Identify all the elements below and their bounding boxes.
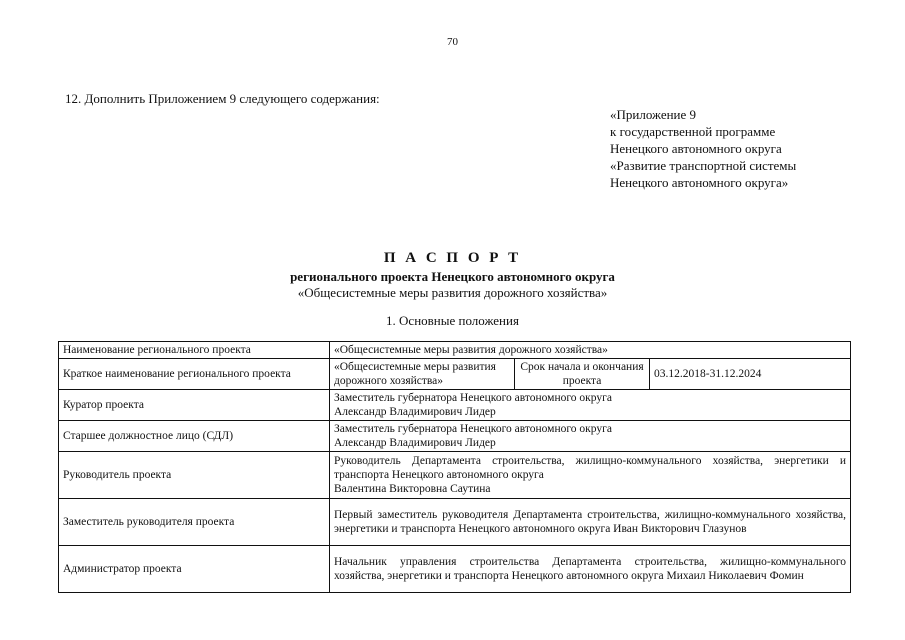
table-row <box>59 421 851 452</box>
value-line: Валентина Викторовна Саутина <box>334 483 491 495</box>
term-value: 03.12.2018-31.12.2024 <box>650 359 851 390</box>
row-label: Заместитель руководителя проекта <box>59 499 330 546</box>
row-label: Наименование регионального проекта <box>59 342 330 359</box>
project-name: «Общесистемные меры развития дорожного хозяйства» <box>297 285 608 300</box>
row-value: Первый заместитель руководителя Департамента строительства, жилищно-коммунального хозяйства, энергетики и транспорта Ненецкого автономного округа Иван Викторович Глазунов <box>330 499 851 546</box>
row-value: «Общесистемные меры развития дорожного хозяйства» <box>330 342 851 359</box>
value-line: Заместитель губернатора Ненецкого автономного округа <box>334 392 612 404</box>
passport-table <box>58 341 851 593</box>
term-label: Срок начала и окончания проекта <box>515 359 650 390</box>
instruction-text: 12. Дополнить Приложением 9 следующего содержания: <box>65 91 380 106</box>
table-row <box>59 452 851 499</box>
section-title: 1. Основные положения <box>386 313 519 328</box>
row-value <box>330 421 851 452</box>
row-label: Руководитель проекта <box>59 452 330 499</box>
appendix-line: «Развитие транспортной системы <box>610 158 797 173</box>
row-label: Старшее должностное лицо (СДЛ) <box>59 421 330 452</box>
row-value <box>330 452 851 499</box>
appendix-line: «Приложение 9 <box>610 107 697 122</box>
value-line: Руководитель Департамента строительства, жилищно-коммунального хозяйства, энергетики и транспорта Ненецкого автономного округа <box>334 455 847 481</box>
passport-title-block <box>0 250 905 301</box>
table-row <box>59 359 851 390</box>
row-value <box>330 390 851 421</box>
appendix-line: Ненецкого автономного округа <box>610 141 782 156</box>
table-row <box>59 390 851 421</box>
appendix-line: к государственной программе <box>610 124 776 139</box>
appendix-line: Ненецкого автономного округа» <box>610 175 789 190</box>
value-line: Александр Владимирович Лидер <box>334 437 496 449</box>
passport-subtitle: регионального проекта Ненецкого автономного округа <box>290 269 615 284</box>
row-label: Администратор проекта <box>59 546 330 593</box>
row-value: Начальник управления строительства Департамента строительства, жилищно-коммунального хозяйства, энергетики и транспорта Ненецкого автономного округа Михаил Николаевич Фомин <box>330 546 851 593</box>
row-label: Куратор проекта <box>59 390 330 421</box>
value-line: Александр Владимирович Лидер <box>334 406 496 418</box>
passport-title: П А С П О Р Т <box>383 250 522 266</box>
row-label: Краткое наименование регионального проекта <box>59 359 330 390</box>
value-line: Заместитель губернатора Ненецкого автономного округа <box>334 423 612 435</box>
row-value: «Общесистемные меры развития дорожного хозяйства» <box>330 359 515 390</box>
appendix-header <box>610 106 796 191</box>
table-row <box>59 499 851 546</box>
table-row <box>59 546 851 593</box>
table-row <box>59 342 851 359</box>
page-number: 70 <box>447 36 458 48</box>
